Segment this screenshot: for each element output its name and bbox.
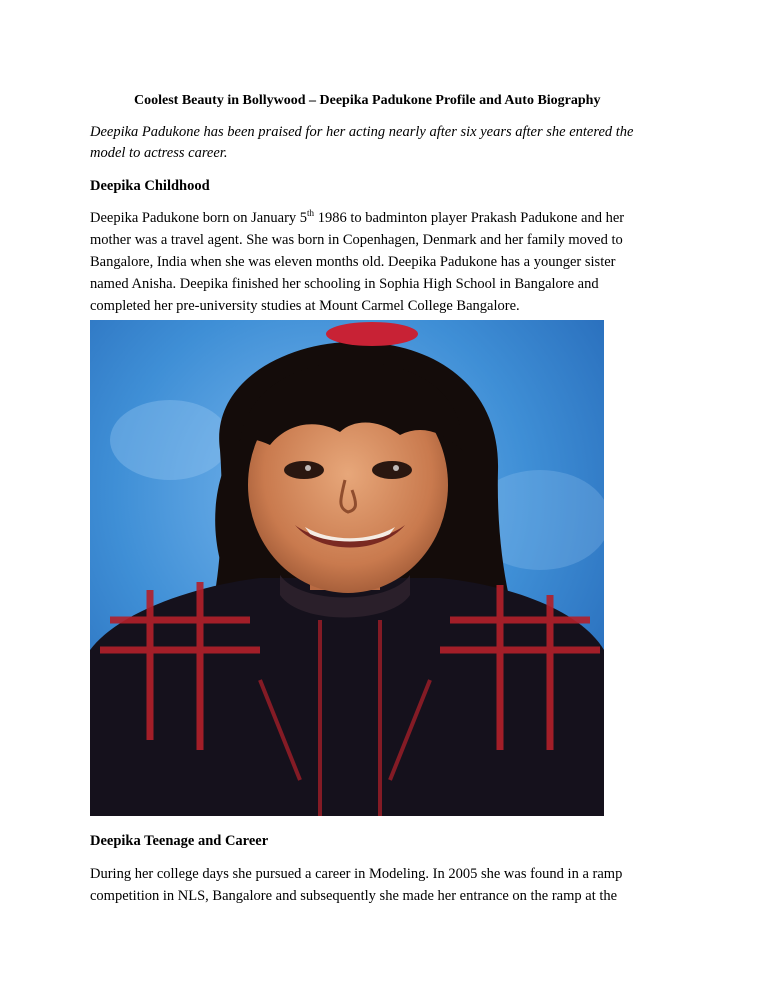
paragraph-line [90,207,690,229]
teenage-career-paragraph [90,863,690,907]
childhood-photo [90,320,604,816]
paragraph-line: During her college days she pursued a career in Modeling. In 2005 she was found in a ramp [90,866,623,882]
childhood-paragraph [90,207,690,317]
paragraph-line: mother was a travel agent. She was born in Copenhagen, Denmark and her family moved to [90,232,623,248]
paragraph-line: competition in NLS, Bangalore and subsequently she made her entrance on the ramp at the [90,888,618,904]
hair-scrunchie [326,322,418,346]
left-eye [284,461,324,479]
intro-line: Deepika Padukone has been praised for her acting nearly after six years after she entered the [90,124,634,140]
intro-paragraph [90,122,690,164]
paragraph-line: Bangalore, India when she was eleven months old. Deepika Padukone has a younger sister [90,254,616,270]
paragraph-line: named Anisha. Deepika finished her schooling in Sophia High School in Bangalore and [90,276,599,292]
right-eye [372,461,412,479]
birth-year-text: 1986 to badminton player Prakash Padukone and her [314,210,625,226]
section-heading-childhood: Deepika Childhood [90,178,210,194]
document-title: Coolest Beauty in Bollywood – Deepika Padukone Profile and Auto Biography [134,93,601,108]
section-heading-teenage-career: Deepika Teenage and Career [90,833,269,849]
paragraph-line: completed her pre-university studies at Mount Carmel College Bangalore. [90,298,520,314]
portrait-illustration [90,320,604,816]
birth-date-text: Deepika Padukone born on January 5 [90,210,308,226]
intro-line: model to actress career. [90,145,228,161]
ordinal-suffix: th [307,208,315,218]
